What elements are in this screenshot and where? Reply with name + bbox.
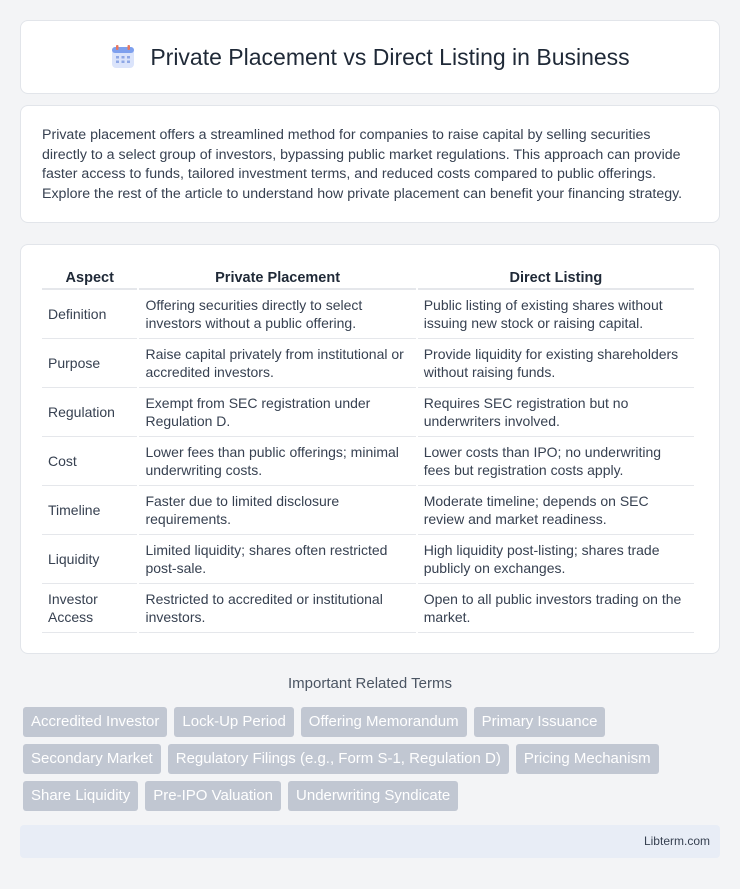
comparison-table — [40, 267, 696, 633]
tag-secondary-market[interactable]: Secondary Market — [23, 744, 161, 774]
private-placement-cell: Raise capital privately from institutional or accredited investors. — [139, 339, 415, 388]
tag-row — [23, 744, 723, 774]
page-title: Private Placement vs Direct Listing in Business — [150, 43, 630, 70]
table-row — [42, 290, 694, 339]
title-card — [20, 20, 720, 94]
direct-listing-cell: High liquidity post-listing; shares trade publicly on exchanges. — [418, 535, 694, 584]
direct-listing-cell: Lower costs than IPO; no underwriting fees but registration costs apply. — [418, 437, 694, 486]
direct-listing-cell: Public listing of existing shares without issuing new stock or raising capital. — [418, 290, 694, 339]
private-placement-cell: Offering securities directly to select investors without a public offering. — [139, 290, 415, 339]
comparison-table-card — [20, 244, 720, 654]
tag-primary-issuance[interactable]: Primary Issuance — [474, 707, 606, 737]
aspect-cell: Cost — [42, 437, 137, 486]
table-row — [42, 388, 694, 437]
related-terms-title: Important Related Terms — [288, 675, 452, 692]
aspect-cell: Regulation — [42, 388, 137, 437]
related-terms-list — [23, 707, 723, 818]
private-placement-cell: Exempt from SEC registration under Regulation D. — [139, 388, 415, 437]
tag-underwriting-syndicate[interactable]: Underwriting Syndicate — [288, 781, 458, 811]
tag-row — [23, 781, 723, 811]
private-placement-cell: Lower fees than public offerings; minimal underwriting costs. — [139, 437, 415, 486]
calendar-grid-icon — [110, 44, 136, 70]
intro-card — [20, 105, 720, 223]
aspect-cell: Timeline — [42, 486, 137, 535]
direct-listing-cell: Open to all public investors trading on the market. — [418, 584, 694, 633]
table-row — [42, 584, 694, 633]
table-row — [42, 535, 694, 584]
direct-listing-cell: Requires SEC registration but no underwriters involved. — [418, 388, 694, 437]
aspect-cell: Liquidity — [42, 535, 137, 584]
header-aspect: Aspect — [42, 267, 137, 290]
tag-regulatory-filings[interactable]: Regulatory Filings (e.g., Form S-1, Regulation D) — [168, 744, 509, 774]
intro-text: Private placement offers a streamlined method for companies to raise capital by selling securities directly to a select group of investors, bypassing public market regulations. This approach can provide faster access to funds, tailored investment terms, and reduced costs compared to public offerings. Explore the rest of the article to understand how private placement can benefit your financing strategy. — [42, 127, 683, 202]
header-private-placement: Private Placement — [139, 267, 415, 290]
aspect-cell: Purpose — [42, 339, 137, 388]
tag-pre-ipo-valuation[interactable]: Pre-IPO Valuation — [145, 781, 281, 811]
tag-lock-up-period[interactable]: Lock-Up Period — [174, 707, 293, 737]
private-placement-cell: Restricted to accredited or institutional investors. — [139, 584, 415, 633]
tag-offering-memorandum[interactable]: Offering Memorandum — [301, 707, 467, 737]
private-placement-cell: Limited liquidity; shares often restricted post-sale. — [139, 535, 415, 584]
footer — [20, 825, 720, 858]
tag-pricing-mechanism[interactable]: Pricing Mechanism — [516, 744, 659, 774]
table-row — [42, 339, 694, 388]
private-placement-cell: Faster due to limited disclosure requirements. — [139, 486, 415, 535]
tag-accredited-investor[interactable]: Accredited Investor — [23, 707, 167, 737]
table-row — [42, 437, 694, 486]
aspect-cell: Definition — [42, 290, 137, 339]
tag-share-liquidity[interactable]: Share Liquidity — [23, 781, 138, 811]
table-row — [42, 486, 694, 535]
aspect-cell: Investor Access — [42, 584, 137, 633]
direct-listing-cell: Provide liquidity for existing shareholders without raising funds. — [418, 339, 694, 388]
footer-site-link[interactable]: Libterm.com — [643, 834, 710, 848]
header-direct-listing: Direct Listing — [418, 267, 694, 290]
table-header-row — [42, 267, 694, 290]
tag-row — [23, 707, 723, 737]
direct-listing-cell: Moderate timeline; depends on SEC review and market readiness. — [418, 486, 694, 535]
